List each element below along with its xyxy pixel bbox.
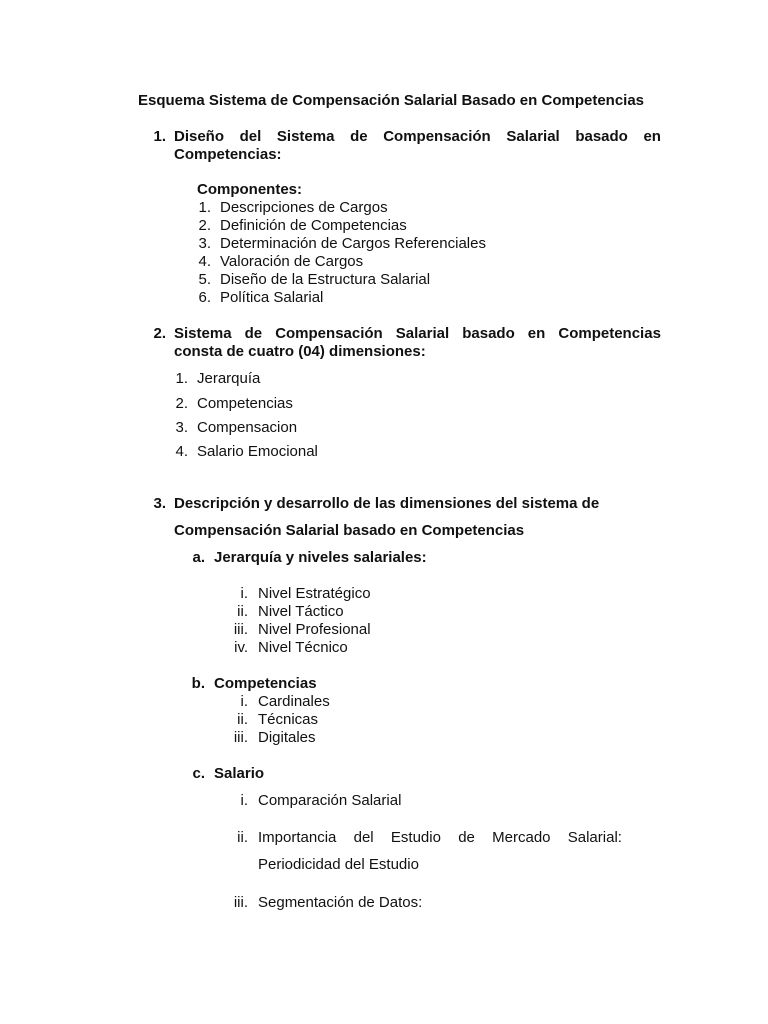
list-item-number: 4. bbox=[198, 253, 211, 270]
list-item-number: 2. bbox=[175, 395, 188, 412]
section-2-heading-line1 bbox=[174, 325, 661, 343]
list-item: Descripciones de Cargos bbox=[220, 199, 388, 216]
list-item-number: 3. bbox=[198, 235, 211, 252]
item-word: de bbox=[458, 829, 475, 846]
item-word: Importancia bbox=[258, 829, 337, 846]
list-item: Comparación Salarial bbox=[258, 792, 402, 809]
list-item: Valoración de Cargos bbox=[220, 253, 364, 270]
list-item-number: 3. bbox=[175, 419, 188, 436]
subsection-c-letter: c. bbox=[192, 765, 205, 782]
list-item: Diseño de la Estructura Salarial bbox=[220, 271, 431, 288]
heading-word: en bbox=[643, 128, 661, 145]
section-1-number: 1. bbox=[153, 128, 166, 145]
heading-word: Sistema bbox=[174, 325, 232, 342]
list-item-number: iii. bbox=[233, 621, 248, 638]
list-item: Jerarquía bbox=[197, 370, 261, 387]
list-item: Digitales bbox=[258, 729, 316, 746]
item-word: Mercado bbox=[492, 829, 551, 846]
section-3-number: 3. bbox=[153, 495, 166, 512]
heading-word: de bbox=[350, 128, 368, 145]
heading-word: Compensación bbox=[383, 128, 491, 145]
list-item-number: 1. bbox=[175, 370, 188, 387]
list-item: Segmentación de Datos: bbox=[258, 894, 423, 911]
list-item-number: ii. bbox=[237, 603, 248, 620]
list-item-number: i. bbox=[240, 792, 248, 809]
list-item-number: iii. bbox=[233, 729, 248, 746]
heading-word: basado bbox=[462, 325, 515, 342]
list-item: Cardinales bbox=[258, 693, 330, 710]
heading-word: Salarial bbox=[506, 128, 560, 145]
list-item-number: 2. bbox=[198, 217, 211, 234]
components-label: Componentes: bbox=[197, 181, 302, 198]
list-item: Definición de Competencias bbox=[220, 217, 407, 234]
list-item: Nivel Estratégico bbox=[258, 585, 371, 602]
list-item: Nivel Táctico bbox=[258, 603, 344, 620]
heading-word: en bbox=[527, 325, 546, 342]
item-word: Estudio bbox=[390, 829, 441, 846]
list-item: Compensacion bbox=[197, 419, 298, 436]
list-item: Nivel Profesional bbox=[258, 621, 371, 638]
subsection-a-letter: a. bbox=[192, 549, 205, 566]
list-item-number: iv. bbox=[234, 639, 248, 656]
list-item-number: 4. bbox=[175, 443, 188, 460]
list-item: Política Salarial bbox=[220, 289, 324, 306]
heading-word: de bbox=[244, 325, 263, 342]
item-word: Salarial: bbox=[567, 829, 622, 846]
subsection-b-letter: b. bbox=[191, 675, 205, 692]
section-1-heading-line2: Competencias: bbox=[174, 146, 282, 163]
section-2-number: 2. bbox=[153, 325, 166, 342]
heading-word: Salarial bbox=[395, 325, 450, 342]
heading-word: Diseño bbox=[174, 128, 225, 145]
heading-word: Competencias bbox=[558, 325, 661, 342]
document-title: Esquema Sistema de Compensación Salarial Basado en Competencias bbox=[138, 92, 645, 109]
list-item-number: 1. bbox=[198, 199, 211, 216]
list-item: Competencias bbox=[197, 395, 293, 412]
list-item-number: ii. bbox=[237, 829, 248, 846]
list-item-line1 bbox=[258, 829, 622, 847]
list-item: Salario Emocional bbox=[197, 443, 318, 460]
heading-word: del bbox=[239, 128, 262, 145]
section-3-heading-line2: Compensación Salarial basado en Competencias bbox=[174, 522, 525, 539]
list-item-number: ii. bbox=[237, 711, 248, 728]
list-item-number: i. bbox=[240, 693, 248, 710]
subsection-c-title: Salario bbox=[214, 765, 265, 782]
list-item: Determinación de Cargos Referenciales bbox=[220, 235, 486, 252]
list-item-line2: Periodicidad del Estudio bbox=[258, 856, 419, 873]
list-item-number: 5. bbox=[198, 271, 211, 288]
heading-word: Sistema bbox=[276, 128, 335, 145]
item-word: del bbox=[353, 829, 374, 846]
list-item: Nivel Técnico bbox=[258, 639, 348, 656]
heading-word: basado bbox=[575, 128, 628, 145]
subsection-a-title: Jerarquía y niveles salariales: bbox=[214, 549, 427, 566]
list-item-number: i. bbox=[240, 585, 248, 602]
subsection-b-title: Competencias bbox=[214, 675, 317, 692]
heading-word: Compensación bbox=[275, 325, 383, 342]
section-3-heading-line1: Descripción y desarrollo de las dimensiones del sistema de bbox=[174, 495, 600, 512]
list-item: Técnicas bbox=[258, 711, 319, 728]
section-2-heading-line2: consta de cuatro (04) dimensiones: bbox=[174, 343, 426, 360]
list-item-number: iii. bbox=[233, 894, 248, 911]
list-item-number: 6. bbox=[198, 289, 211, 306]
section-1-heading-line1 bbox=[174, 128, 661, 146]
